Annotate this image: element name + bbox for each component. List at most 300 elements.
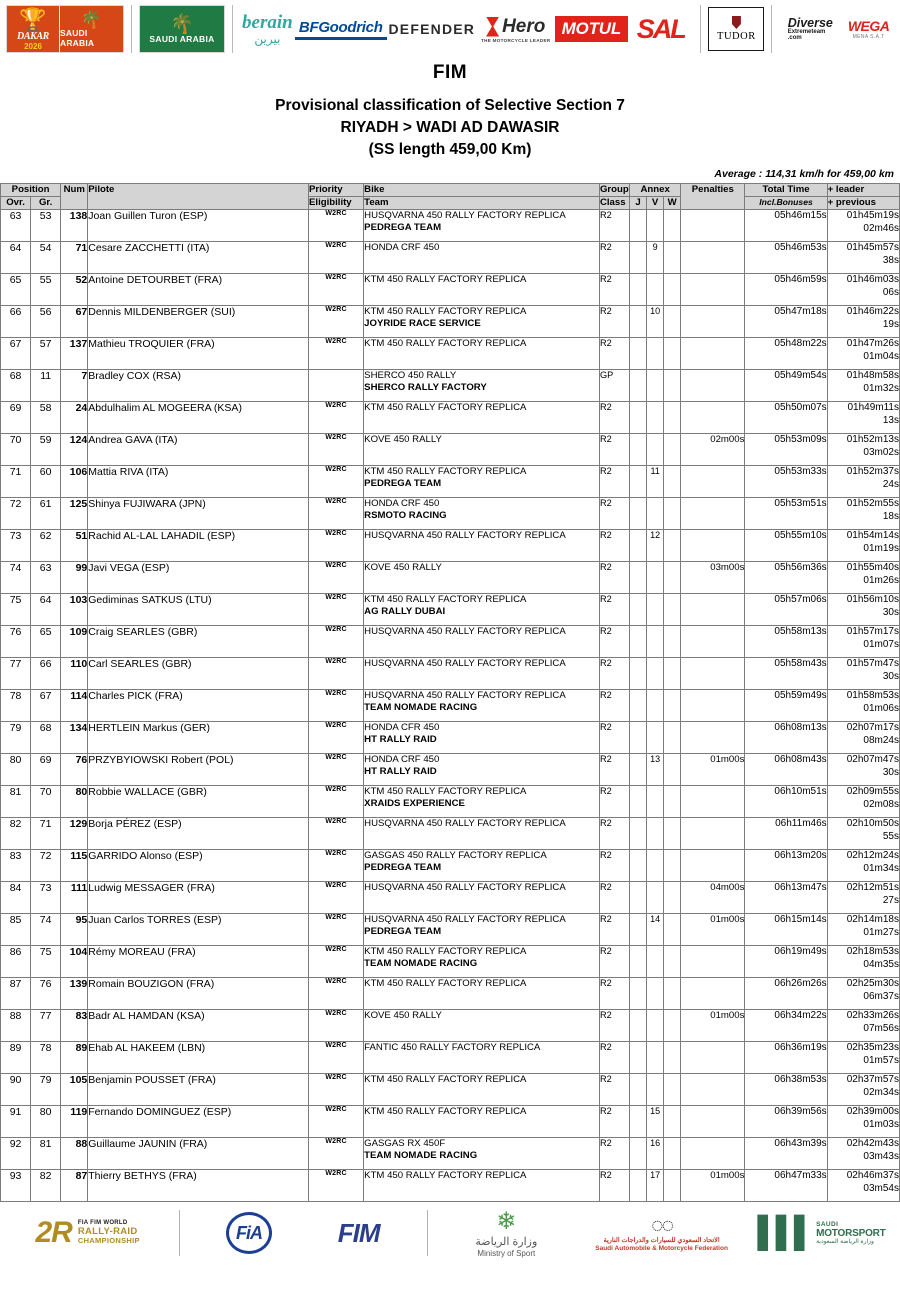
wega-subline: MENA S.A.T [852, 34, 885, 40]
col-annex-v: V [647, 197, 664, 210]
gap-to-leader: 02h07m47s [846, 754, 899, 765]
cell-group-class: R2 [599, 1138, 629, 1170]
table-row [1, 850, 900, 882]
cell-group-class: R2 [599, 498, 629, 530]
saudi-motorsport-line2: MOTORSPORT [816, 1227, 886, 1239]
bike-model: HUSQVARNA 450 RALLY FACTORY REPLICA [364, 882, 566, 893]
cell-bike-team [364, 530, 600, 562]
cell-total-time: 06h26m26s [745, 978, 827, 1010]
gap-to-leader: 01h46m22s [846, 306, 899, 317]
cell-position-group: 79 [31, 1074, 61, 1106]
cell-gaps [827, 1074, 899, 1106]
cell-position-group: 62 [31, 530, 61, 562]
cell-bike-team [364, 466, 600, 498]
cell-annex-w [664, 466, 681, 498]
cell-gaps [827, 466, 899, 498]
cell-gaps [827, 338, 899, 370]
cell-group-class: R2 [599, 754, 629, 786]
cell-position-overall: 92 [1, 1138, 31, 1170]
gap-to-leader: 02h35m23s [846, 1042, 899, 1053]
cell-annex-j [630, 882, 647, 914]
cell-penalties [681, 466, 745, 498]
dakar-year: 2026 [24, 42, 42, 51]
table-row [1, 370, 900, 402]
bike-model: HUSQVARNA 450 RALLY FACTORY REPLICA [364, 626, 566, 637]
cell-race-number: 129 [61, 818, 88, 850]
samf-logo [570, 1214, 753, 1251]
cell-priority-eligibility: W2RC [309, 978, 364, 1010]
cell-pilote-name: Rémy MOREAU (FRA) [88, 946, 309, 978]
cell-group-class: R2 [599, 306, 629, 338]
gap-to-leader: 02h37m57s [846, 1074, 899, 1085]
cell-pilote-name: Benjamin POUSSET (FRA) [88, 1074, 309, 1106]
cell-annex-j [630, 402, 647, 434]
table-row [1, 1138, 900, 1170]
cell-annex-j [630, 1042, 647, 1074]
cell-penalties: 04m00s [681, 882, 745, 914]
cell-group-class: R2 [599, 850, 629, 882]
bike-team: TEAM NOMADE RACING [364, 701, 478, 713]
cell-position-group: 68 [31, 722, 61, 754]
gap-to-leader: 02h39m00s [846, 1106, 899, 1117]
gap-to-leader: 01h47m26s [846, 338, 899, 349]
cell-annex-v [647, 498, 664, 530]
cell-group-class: R2 [599, 722, 629, 754]
cell-position-overall: 85 [1, 914, 31, 946]
cell-pilote-name: PRZYBYIOWSKI Robert (POL) [88, 754, 309, 786]
cell-position-overall: 69 [1, 402, 31, 434]
cell-priority-eligibility: W2RC [309, 1170, 364, 1202]
cell-position-group: 66 [31, 658, 61, 690]
cell-penalties [681, 498, 745, 530]
bike-model: KTM 450 RALLY FACTORY REPLICA [364, 946, 527, 957]
bike-team: TEAM NOMADE RACING [364, 1149, 478, 1161]
cell-pilote-name: Romain BOUZIGON (FRA) [88, 978, 309, 1010]
ministry-arabic: وزارة الرياضة [475, 1235, 538, 1248]
col-annex-w: W [664, 197, 681, 210]
bike-model: HUSQVARNA 450 RALLY FACTORY REPLICA [364, 658, 566, 669]
palm-sword-icon: 🌴 [170, 13, 194, 35]
tudor-shield-icon [732, 16, 741, 29]
cell-position-group: 69 [31, 754, 61, 786]
col-eligibility: Eligibility [309, 197, 364, 210]
cell-total-time: 06h36m19s [745, 1042, 827, 1074]
cell-priority-eligibility: W2RC [309, 882, 364, 914]
cell-race-number: 99 [61, 562, 88, 594]
gap-to-previous: 30s [882, 766, 899, 778]
cell-annex-j [630, 434, 647, 466]
gap-to-previous: 01m32s [863, 382, 899, 394]
cell-total-time: 06h08m43s [745, 754, 827, 786]
gap-to-previous: 04m35s [863, 958, 899, 970]
saudi-arabia-label: SAUDI ARABIA [149, 33, 215, 44]
cell-bike-team [364, 818, 600, 850]
bike-model: KOVE 450 RALLY [364, 434, 442, 445]
col-position: Position [1, 184, 61, 197]
cell-annex-w [664, 1138, 681, 1170]
cell-annex-v: 13 [647, 754, 664, 786]
defender-logo [387, 3, 477, 55]
cell-bike-team [364, 594, 600, 626]
gap-to-previous: 30s [882, 670, 899, 682]
cell-annex-w [664, 1170, 681, 1202]
document-header [0, 62, 900, 159]
cell-gaps [827, 850, 899, 882]
table-row [1, 466, 900, 498]
cell-priority-eligibility: W2RC [309, 306, 364, 338]
cell-position-overall: 79 [1, 722, 31, 754]
cell-gaps [827, 210, 899, 242]
gap-to-leader: 02h33m26s [846, 1010, 899, 1021]
cell-total-time: 06h13m20s [745, 850, 827, 882]
cell-gaps [827, 1010, 899, 1042]
cell-race-number: 52 [61, 274, 88, 306]
gap-to-leader: 02h42m43s [846, 1138, 899, 1149]
gap-to-leader: 02h18m53s [846, 946, 899, 957]
cell-annex-j [630, 786, 647, 818]
samf-english: Saudi Automobile & Motorcycle Federation [595, 1244, 728, 1252]
cell-penalties [681, 626, 745, 658]
saudi-motorsport-logo [753, 1216, 890, 1250]
berain-arabic: بيرين [254, 31, 281, 46]
cell-position-group: 77 [31, 1010, 61, 1042]
cell-race-number: 139 [61, 978, 88, 1010]
cell-position-group: 76 [31, 978, 61, 1010]
cell-gaps [827, 978, 899, 1010]
cell-annex-j [630, 850, 647, 882]
footer-divider [427, 1210, 428, 1256]
cell-annex-j [630, 626, 647, 658]
cell-penalties [681, 1042, 745, 1074]
cell-race-number: 83 [61, 1010, 88, 1042]
cell-annex-w [664, 1106, 681, 1138]
bike-model: SHERCO 450 RALLY [364, 370, 457, 381]
cell-annex-v [647, 850, 664, 882]
col-group: Group [599, 184, 629, 195]
table-row [1, 1074, 900, 1106]
w2rc-line1: RALLY-RAID [77, 1225, 138, 1237]
col-previous: + previous [827, 197, 899, 210]
cell-bike-team [364, 1170, 600, 1202]
cell-annex-w [664, 562, 681, 594]
gap-to-previous: 01m06s [863, 702, 899, 714]
cell-position-overall: 78 [1, 690, 31, 722]
bike-team: SHERCO RALLY FACTORY [364, 381, 487, 393]
cell-position-overall: 93 [1, 1170, 31, 1202]
bike-model: HONDA CRF 450 [364, 754, 440, 765]
gap-to-previous: 06s [882, 286, 899, 298]
cell-bike-team [364, 274, 600, 306]
cell-group-class: R2 [599, 978, 629, 1010]
cell-annex-v [647, 946, 664, 978]
cell-total-time: 05h48m22s [745, 338, 827, 370]
cell-annex-w [664, 434, 681, 466]
cell-penalties [681, 370, 745, 402]
cell-pilote-name: Shinya FUJIWARA (JPN) [88, 498, 309, 530]
cell-total-time: 05h46m59s [745, 274, 827, 306]
cell-race-number: 88 [61, 1138, 88, 1170]
gap-to-previous: 07m56s [863, 1022, 899, 1034]
cell-bike-team [364, 370, 600, 402]
motul-logo [555, 3, 628, 55]
cell-bike-team [364, 242, 600, 274]
cell-priority-eligibility: W2RC [309, 754, 364, 786]
cell-penalties: 01m00s [681, 914, 745, 946]
cell-total-time: 05h50m07s [745, 402, 827, 434]
table-row [1, 562, 900, 594]
cell-annex-v [647, 1010, 664, 1042]
cell-gaps [827, 626, 899, 658]
cell-gaps [827, 306, 899, 338]
bike-model: KTM 450 RALLY FACTORY REPLICA [364, 306, 527, 317]
gap-to-previous: 03m02s [863, 446, 899, 458]
cell-bike-team [364, 338, 600, 370]
cell-position-overall: 77 [1, 658, 31, 690]
bike-model: HONDA CRF 450 [364, 498, 440, 509]
cell-priority-eligibility [309, 370, 364, 402]
col-pilote: Pilote [88, 184, 309, 210]
footer-logo-bar [0, 1202, 900, 1264]
cell-bike-team [364, 946, 600, 978]
cell-bike-team [364, 498, 600, 530]
cell-gaps [827, 1042, 899, 1074]
cell-gaps [827, 946, 899, 978]
cell-group-class: R2 [599, 690, 629, 722]
cell-penalties: 01m00s [681, 1170, 745, 1202]
cell-race-number: 114 [61, 690, 88, 722]
cell-total-time: 06h13m47s [745, 882, 827, 914]
col-ovr: Ovr. [1, 197, 31, 210]
bike-model: FANTIC 450 RALLY FACTORY REPLICA [364, 1042, 541, 1053]
cell-priority-eligibility: W2RC [309, 1074, 364, 1106]
table-header [1, 184, 900, 210]
cell-pilote-name: Badr AL HAMDAN (KSA) [88, 1010, 309, 1042]
cell-group-class: R2 [599, 1042, 629, 1074]
cell-annex-v [647, 434, 664, 466]
hero-logo [477, 3, 555, 55]
gap-to-leader: 01h52m55s [846, 498, 899, 509]
cell-bike-team [364, 658, 600, 690]
bike-model: KOVE 450 RALLY [364, 562, 442, 573]
col-bike: Bike [364, 184, 600, 197]
cell-priority-eligibility: W2RC [309, 1106, 364, 1138]
cell-position-overall: 64 [1, 242, 31, 274]
cell-annex-j [630, 530, 647, 562]
bike-model: KTM 450 RALLY FACTORY REPLICA [364, 1170, 527, 1181]
gap-to-previous: 01m34s [863, 862, 899, 874]
cell-group-class: R2 [599, 274, 629, 306]
cell-position-overall: 71 [1, 466, 31, 498]
cell-annex-j [630, 722, 647, 754]
bike-model: GASGAS 450 RALLY FACTORY REPLICA [364, 850, 547, 861]
cell-annex-j [630, 1106, 647, 1138]
cell-race-number: 67 [61, 306, 88, 338]
diverse-wordmark: Diverse [787, 15, 833, 30]
cell-group-class: R2 [599, 1106, 629, 1138]
cell-bike-team [364, 434, 600, 466]
cell-priority-eligibility: W2RC [309, 722, 364, 754]
cell-annex-v: 14 [647, 914, 664, 946]
bike-team: XRAIDS EXPERIENCE [364, 797, 465, 809]
cell-position-group: 70 [31, 786, 61, 818]
wega-wordmark: WEGA [847, 18, 890, 34]
cell-total-time: 05h56m36s [745, 562, 827, 594]
cell-penalties [681, 274, 745, 306]
cell-annex-j [630, 946, 647, 978]
cell-total-time: 06h19m49s [745, 946, 827, 978]
cell-pilote-name: HERTLEIN Markus (GER) [88, 722, 309, 754]
cell-penalties [681, 1106, 745, 1138]
cell-pilote-name: Ehab AL HAKEEM (LBN) [88, 1042, 309, 1074]
cell-group-class: R2 [599, 434, 629, 466]
gap-to-leader: 01h52m37s [846, 466, 899, 477]
cell-annex-w [664, 882, 681, 914]
cell-penalties: 02m00s [681, 434, 745, 466]
cell-gaps [827, 882, 899, 914]
cell-bike-team [364, 786, 600, 818]
gap-to-previous: 19s [882, 318, 899, 330]
cell-penalties: 01m00s [681, 1010, 745, 1042]
cell-annex-v [647, 690, 664, 722]
gap-to-previous: 55s [882, 830, 899, 842]
cell-race-number: 104 [61, 946, 88, 978]
cell-group-class: R2 [599, 658, 629, 690]
table-row [1, 306, 900, 338]
cell-group-class: R2 [599, 1010, 629, 1042]
table-row [1, 914, 900, 946]
cell-position-group: 56 [31, 306, 61, 338]
cell-annex-w [664, 978, 681, 1010]
cell-penalties [681, 818, 745, 850]
cell-bike-team [364, 1074, 600, 1106]
cell-gaps [827, 562, 899, 594]
cell-annex-v: 16 [647, 1138, 664, 1170]
cell-position-group: 78 [31, 1042, 61, 1074]
cell-race-number: 125 [61, 498, 88, 530]
gap-to-previous: 08m24s [863, 734, 899, 746]
table-row [1, 690, 900, 722]
gap-to-leader: 02h09m55s [846, 786, 899, 797]
cell-priority-eligibility: W2RC [309, 274, 364, 306]
cell-pilote-name: Bradley COX (RSA) [88, 370, 309, 402]
gap-to-leader: 01h52m13s [846, 434, 899, 445]
gap-to-leader: 01h55m40s [846, 562, 899, 573]
cell-penalties [681, 690, 745, 722]
cell-annex-v: 17 [647, 1170, 664, 1202]
cell-annex-w [664, 402, 681, 434]
cell-race-number: 95 [61, 914, 88, 946]
col-class: Class [599, 197, 629, 210]
diverse-logo [779, 3, 841, 55]
cell-group-class: R2 [599, 946, 629, 978]
cell-priority-eligibility: W2RC [309, 1138, 364, 1170]
cell-priority-eligibility: W2RC [309, 562, 364, 594]
bike-team: JOYRIDE RACE SERVICE [364, 317, 481, 329]
bike-model: GASGAS RX 450F [364, 1138, 446, 1149]
cell-race-number: 137 [61, 338, 88, 370]
cell-penalties [681, 306, 745, 338]
gap-to-previous: 02m08s [863, 798, 899, 810]
cell-annex-w [664, 594, 681, 626]
cell-position-overall: 89 [1, 1042, 31, 1074]
cell-position-overall: 72 [1, 498, 31, 530]
table-row [1, 274, 900, 306]
cell-pilote-name: Robbie WALLACE (GBR) [88, 786, 309, 818]
diverse-domain: .com [787, 35, 802, 42]
gap-to-previous: 01m04s [863, 350, 899, 362]
col-gr: Gr. [31, 197, 61, 210]
cell-total-time: 05h59m49s [745, 690, 827, 722]
cell-penalties [681, 594, 745, 626]
cell-group-class: R2 [599, 402, 629, 434]
table-body [1, 210, 900, 1202]
cell-annex-w [664, 818, 681, 850]
cell-group-class: R2 [599, 786, 629, 818]
sponsor-divider [700, 5, 701, 53]
bike-model: KTM 450 RALLY FACTORY REPLICA [364, 338, 527, 349]
table-row [1, 210, 900, 242]
cell-total-time: 05h47m18s [745, 306, 827, 338]
w2rc-championship-logo [10, 1216, 165, 1250]
cell-annex-w [664, 914, 681, 946]
bike-team: TEAM NOMADE RACING [364, 957, 478, 969]
cell-group-class: R2 [599, 210, 629, 242]
gap-to-leader: 01h45m19s [846, 210, 899, 221]
cell-penalties [681, 946, 745, 978]
hero-mark-icon [486, 17, 499, 37]
cell-annex-w [664, 1042, 681, 1074]
saudi-motorsport-line3: وزارة الرياضة السعودية [816, 1238, 874, 1245]
col-penalties: Penalties [681, 184, 745, 210]
gap-to-leader: 02h10m50s [846, 818, 899, 829]
cell-annex-j [630, 562, 647, 594]
gap-to-leader: 02h46m37s [846, 1170, 899, 1181]
gap-to-leader: 02h07m17s [846, 722, 899, 733]
cell-annex-j [630, 274, 647, 306]
bike-model: KOVE 450 RALLY [364, 1010, 442, 1021]
cell-position-overall: 67 [1, 338, 31, 370]
cell-gaps [827, 498, 899, 530]
cell-race-number: 89 [61, 1042, 88, 1074]
sponsor-bar [0, 0, 900, 56]
bike-model: KTM 450 RALLY FACTORY REPLICA [364, 594, 527, 605]
cell-bike-team [364, 562, 600, 594]
col-priority: Priority [309, 184, 364, 197]
cell-position-group: 63 [31, 562, 61, 594]
saudi-arabia-logo [139, 3, 225, 55]
cell-bike-team [364, 1010, 600, 1042]
cell-race-number: 24 [61, 402, 88, 434]
cell-position-overall: 70 [1, 434, 31, 466]
cell-total-time: 05h53m51s [745, 498, 827, 530]
motul-wordmark: MOTUL [555, 16, 628, 42]
table-row [1, 722, 900, 754]
bike-model: HONDA CFR 450 [364, 722, 440, 733]
gap-to-leader: 02h12m51s [846, 882, 899, 893]
average-speed-line: Average : 114,31 km/h for 459,00 km [714, 168, 894, 180]
cell-penalties [681, 402, 745, 434]
cell-annex-v [647, 562, 664, 594]
cell-annex-j [630, 1170, 647, 1202]
cell-priority-eligibility: W2RC [309, 626, 364, 658]
cell-annex-v [647, 818, 664, 850]
col-incl-bonuses: Incl.Bonuses [745, 197, 827, 210]
cell-position-group: 53 [31, 210, 61, 242]
ministry-of-sport-logo [442, 1208, 570, 1257]
ministry-english: Ministry of Sport [477, 1248, 536, 1258]
cell-race-number: 87 [61, 1170, 88, 1202]
bike-model: KTM 450 RALLY FACTORY REPLICA [364, 1074, 527, 1085]
